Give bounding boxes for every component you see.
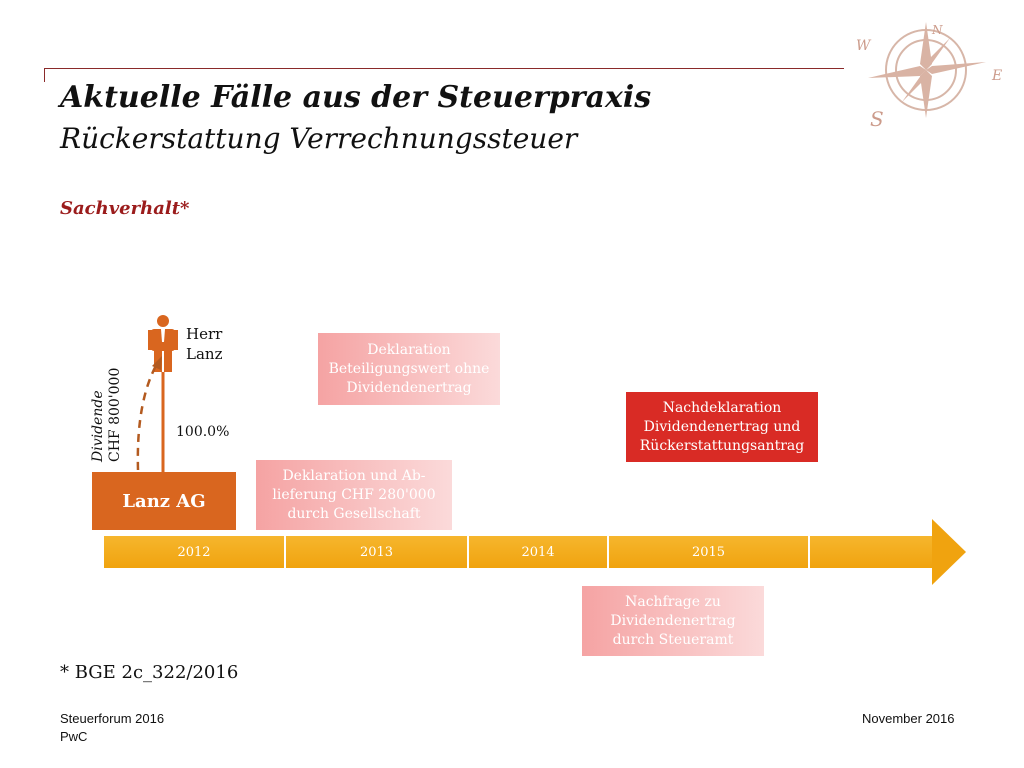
person-icon [148,314,178,372]
note-line: durch Steueramt [612,631,734,648]
ownership-share-label: 100.0% [176,424,230,440]
timeline-year-future [810,536,934,568]
note-line: Nachfrage zu [625,593,721,610]
reference-footnote: * BGE 2c_322/2016 [60,662,239,683]
person-label-line1: Herr [186,325,223,343]
note-line: Nachdeklaration [662,399,782,416]
footer-event: Steuerforum 2016 [60,711,165,726]
section-heading: Sachverhalt* [60,198,190,219]
timeline-arrow-icon [932,519,966,585]
timeline-year-2013: 2013 [286,536,469,568]
note-line: Rückerstattungsantrag [639,437,805,454]
dividend-label-line2: CHF 800'000 [107,367,123,462]
timeline-year-2012: 2012 [104,536,286,568]
note-declaration-participation [318,333,500,405]
header-rule-tick [44,68,45,82]
footer-company: PwC [60,729,88,744]
note-line: Beteiligungswert ohne [328,360,490,377]
note-line: Dividendenertrag und [643,418,801,435]
footer-left [60,710,164,746]
timeline-bar [104,536,934,568]
note-subsequent-declaration [626,392,818,462]
timeline-year-2014: 2014 [469,536,609,568]
person-label-line2: Lanz [186,345,223,363]
compass-letter-w: W [856,38,871,54]
slide-subtitle: Rückerstattung Verrechnungssteuer [60,122,578,155]
note-declaration-delivery [256,460,452,530]
footer-date: November 2016 [862,711,955,726]
note-tax-office-inquiry [582,586,764,656]
dividend-label [90,352,124,462]
header-rule [44,68,844,69]
note-line: durch Gesellschaft [287,505,421,522]
slide-title: Aktuelle Fälle aus der Steuerpraxis [60,80,652,115]
compass-rose-icon [846,20,1006,132]
note-line: lieferung CHF 280'000 [272,486,436,503]
note-line: Dividendenertrag [610,612,736,629]
person-label [186,324,222,364]
note-line: Deklaration und Ab- [282,467,426,484]
dividend-label-line1: Dividende [90,390,106,462]
compass-letter-s: S [870,107,884,131]
note-line: Dividendenertrag [346,379,472,396]
note-line: Deklaration [367,341,451,358]
compass-letter-e: E [992,68,1003,84]
company-box: Lanz AG [92,472,236,530]
compass-letter-n: N [932,23,943,37]
timeline-year-2015: 2015 [609,536,810,568]
